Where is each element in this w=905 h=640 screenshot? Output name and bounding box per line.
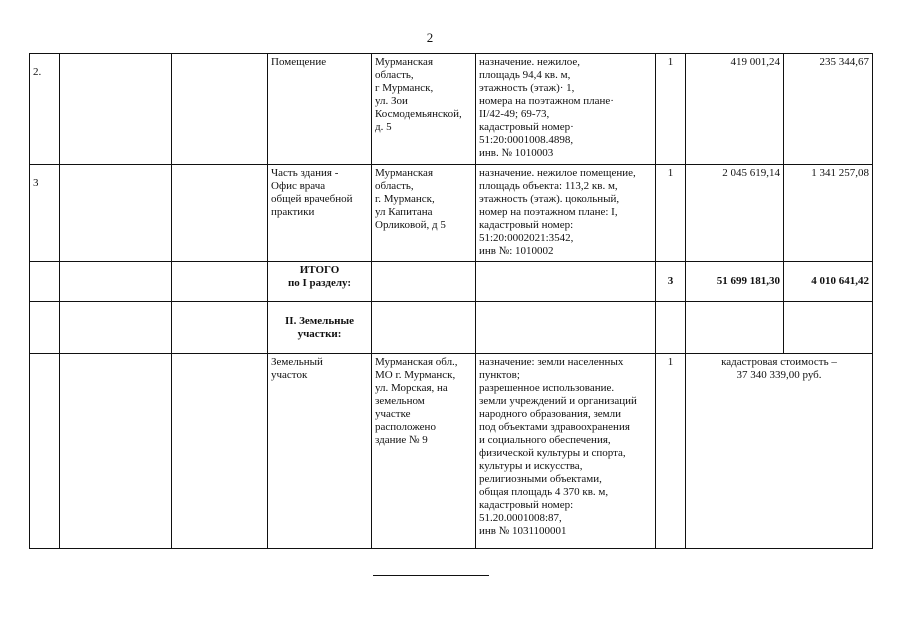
object-name: Часть здания - Офис врача общей врачебной практики bbox=[268, 165, 372, 262]
property-table bbox=[29, 53, 873, 549]
table-row bbox=[30, 54, 873, 165]
empty-cell bbox=[372, 262, 476, 302]
row-number: 2. bbox=[30, 54, 60, 165]
total-label: ИТОГО по I разделу: bbox=[268, 262, 372, 302]
empty-cell bbox=[784, 302, 873, 354]
object-description: назначение. нежилое, площадь 94,4 кв. м, этажность (этаж)· 1, номера на поэтажном плане· II/42-49; 69-73, кадастровый номер· 51:20:0001008.4898, инв. № 1010003 bbox=[476, 54, 656, 165]
empty-cell bbox=[476, 262, 656, 302]
object-description: назначение: земли населенных пунктов; разрешенное использование. земли учреждений и организаций народного образования, земли под объектами здравоохранения и социального обеспечения, физической культуры и спорта, культуры и искусства, религиозными объектами, общая площадь 4 370 кв. м, кадастровый номер: 51.20.0001008:87, инв № 1031100001 bbox=[476, 354, 656, 549]
empty-cell bbox=[656, 302, 686, 354]
residual-value: 1 341 257,08 bbox=[784, 165, 873, 262]
object-quantity: 1 bbox=[656, 354, 686, 549]
object-name: Земельный участок bbox=[268, 354, 372, 549]
empty-cell bbox=[476, 302, 656, 354]
residual-value: 235 344,67 bbox=[784, 54, 873, 165]
table-row bbox=[30, 354, 873, 549]
total-book-value: 51 699 181,30 bbox=[686, 262, 784, 302]
object-name: Помещение bbox=[268, 54, 372, 165]
empty-cell bbox=[60, 262, 172, 302]
page-number: 2 bbox=[426, 30, 434, 45]
empty-cell bbox=[30, 302, 60, 354]
object-quantity: 1 bbox=[656, 54, 686, 165]
total-residual-value: 4 010 641,42 bbox=[784, 262, 873, 302]
footer-divider bbox=[373, 575, 489, 576]
object-address: Мурманская обл., МО г. Мурманск, ул. Морская, на земельном участке расположено здание № 9 bbox=[372, 354, 476, 549]
cadastral-value: кадастровая стоимость – 37 340 339,00 руб. bbox=[686, 354, 873, 549]
object-address: Мурманская область, г. Мурманск, ул Капитана Орликовой, д 5 bbox=[372, 165, 476, 262]
empty-cell bbox=[60, 354, 172, 549]
empty-cell bbox=[172, 165, 268, 262]
object-description: назначение. нежилое помещение, площадь объекта: 113,2 кв. м, этажность (этаж). цокольный, номер на поэтажном плане: I, кадастровый номер: 51:20:0002021:3542, инв №: 1010002 bbox=[476, 165, 656, 262]
empty-cell bbox=[60, 302, 172, 354]
book-value: 2 045 619,14 bbox=[686, 165, 784, 262]
empty-cell bbox=[686, 302, 784, 354]
empty-cell bbox=[172, 302, 268, 354]
total-quantity: 3 bbox=[656, 262, 686, 302]
empty-cell bbox=[60, 54, 172, 165]
empty-cell bbox=[172, 354, 268, 549]
empty-cell bbox=[30, 354, 60, 549]
table-row bbox=[30, 165, 873, 262]
empty-cell bbox=[172, 262, 268, 302]
row-number: 3 bbox=[30, 165, 60, 262]
empty-cell bbox=[30, 262, 60, 302]
section-title: II. Земельные участки: bbox=[268, 302, 372, 354]
total-row bbox=[30, 262, 873, 302]
empty-cell bbox=[60, 165, 172, 262]
section-heading-row bbox=[30, 302, 873, 354]
empty-cell bbox=[372, 302, 476, 354]
object-address: Мурманская область, г Мурманск, ул. Зои Космодемьянской, д. 5 bbox=[372, 54, 476, 165]
object-quantity: 1 bbox=[656, 165, 686, 262]
book-value: 419 001,24 bbox=[686, 54, 784, 165]
empty-cell bbox=[172, 54, 268, 165]
